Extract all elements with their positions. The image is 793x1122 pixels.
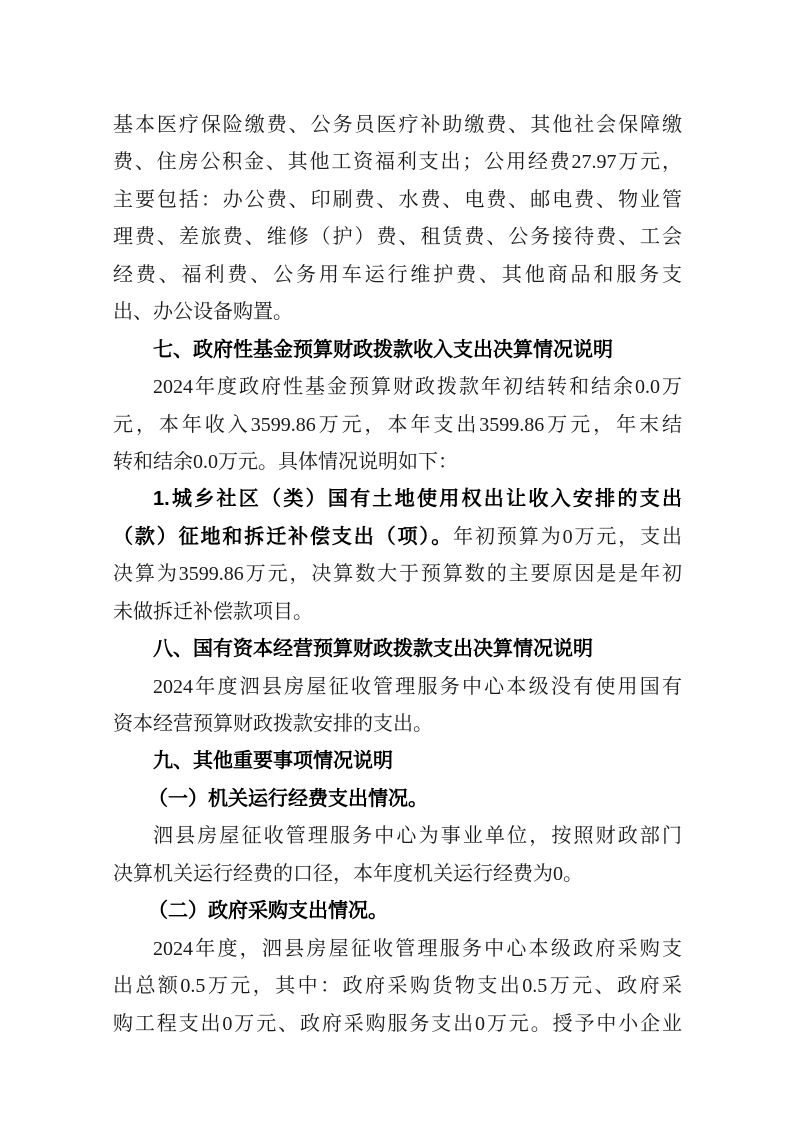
body-line: 2024年度泗县房屋征收管理服务中心本级没有使用国有: [153, 675, 682, 698]
body-line: 资本经营预算财政拨款安排的支出。: [113, 713, 433, 735]
body-line: [113, 519, 682, 556]
section-eight-heading: 八、国有资本经营预算财政拨款支出决算情况说明: [153, 638, 593, 661]
document-text-block: [113, 107, 682, 1043]
body-line: 转和结余0.0万元。具体情况说明如下：: [113, 450, 458, 473]
sub-two-heading: （二）政府采购支出情况。: [148, 900, 388, 923]
body-line: 购工程支出0万元、政府采购服务支出0万元。授予中小企业: [113, 1012, 682, 1035]
body-line: 主要包括：办公费、印刷费、水费、电费、邮电费、物业管: [113, 188, 682, 211]
body-line: 元，本年收入3599.86万元，本年支出3599.86万元，年末结: [113, 413, 682, 436]
item-one-heading-line: 1.城乡社区（类）国有土地使用权出让收入安排的支出: [153, 488, 682, 511]
body-line: 未做拆迁补偿款项目。: [113, 600, 313, 623]
body-line: 出、办公设备购置。: [113, 301, 293, 324]
section-nine-heading: 九、其他重要事项情况说明: [153, 750, 393, 773]
body-line: 决算机关运行经费的口径，本年度机关运行经费为0。: [113, 862, 583, 885]
body-line: 理费、差旅费、维修（护）费、租赁费、公务接待费、工会: [113, 226, 682, 249]
body-line: 经费、福利费、公务用车运行维护费、其他商品和服务支: [113, 263, 682, 286]
body-line: 费、住房公积金、其他工资福利支出；公用经费27.97万元，: [113, 151, 682, 174]
body-line: 泗县房屋征收管理服务中心为事业单位，按照财政部门: [153, 825, 682, 848]
body-line: 基本医疗保险缴费、公务员医疗补助缴费、其他社会保障缴: [113, 114, 682, 136]
body-line: 2024年度政府性基金预算财政拨款年初结转和结余0.0万: [153, 376, 682, 399]
body-line: 出总额0.5万元，其中：政府采购货物支出0.5万元、政府采: [113, 975, 682, 998]
section-seven-heading: 七、政府性基金预算财政拨款收入支出决算情况说明: [153, 338, 613, 361]
sub-one-heading: （一）机关运行经费支出情况。: [148, 787, 428, 810]
body-line: 决算为3599.86万元，决算数大于预算数的主要原因是是年初: [113, 563, 682, 586]
item-heading-segment: （款）征地和拆迁补偿支出（项）。: [113, 525, 454, 548]
body-segment: 年初预算为0万元，支出: [453, 525, 682, 548]
body-line: 2024年度，泗县房屋征收管理服务中心本级政府采购支: [153, 937, 682, 960]
